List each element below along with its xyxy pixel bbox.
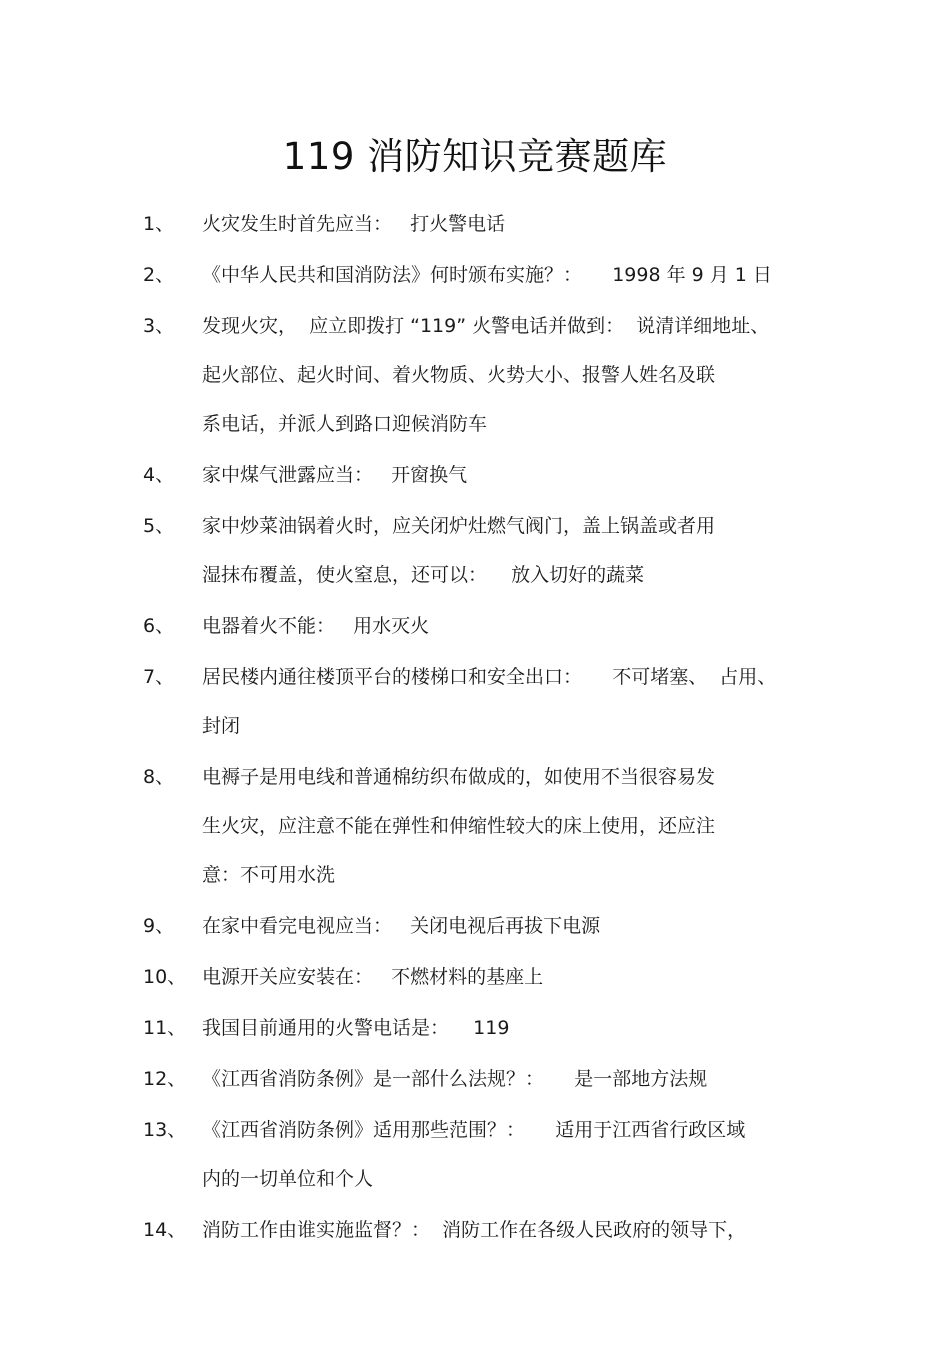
question-text-line: 湿抹布覆盖，使火窒息，还可以： 放入切好的蔬菜 <box>202 564 645 586</box>
question-number: 13、 <box>143 1119 187 1141</box>
question-text-line: 生火灾，应注意不能在弹性和伸缩性较大的床上使用，还应注 <box>202 815 716 837</box>
question-text-line: 《江西省消防条例》适用那些范围？： 适用于江西省行政区域 <box>202 1119 746 1141</box>
question-text-line: 家中煤气泄露应当： 开窗换气 <box>202 464 468 486</box>
question-text <box>202 251 822 300</box>
question-text-line: 内的一切单位和个人 <box>202 1168 374 1190</box>
question-item <box>0 1206 950 1255</box>
question-number: 2、 <box>143 264 175 286</box>
question-text-line: 系电话，并派人到路口迎候消防车 <box>202 413 488 435</box>
question-text-line: 《江西省消防条例》是一部什么法规？： 是一部地方法规 <box>202 1068 708 1090</box>
question-item <box>0 200 950 249</box>
question-text-line: 起火部位、起火时间、着火物质、火势大小、报警人姓名及联 <box>202 364 716 386</box>
question-number: 12、 <box>143 1068 187 1090</box>
question-number: 1、 <box>143 213 175 235</box>
question-number: 6、 <box>143 615 175 637</box>
question-text-line: 居民楼内通往楼顶平台的楼梯口和安全出口： 不可堵塞、 占用、 <box>202 666 777 688</box>
question-text <box>202 1106 822 1204</box>
question-item <box>0 1106 950 1204</box>
question-text-line: 消防工作由谁实施监督？： 消防工作在各级人民政府的领导下， <box>202 1219 747 1241</box>
question-text <box>202 902 822 951</box>
question-text <box>202 602 822 651</box>
question-item <box>0 1004 950 1053</box>
question-text <box>202 1055 822 1104</box>
question-text <box>202 753 822 900</box>
question-number: 7、 <box>143 666 175 688</box>
question-item <box>0 902 950 951</box>
question-item <box>0 451 950 500</box>
question-text-line: 在家中看完电视应当： 关闭电视后再拔下电源 <box>202 915 601 937</box>
question-text-line: 《中华人民共和国消防法》何时颁布实施？： 1998 年 9 月 1 日 <box>202 264 772 286</box>
question-number: 8、 <box>143 766 175 788</box>
question-text <box>202 653 822 751</box>
question-number: 10、 <box>143 966 187 988</box>
question-item <box>0 302 950 449</box>
question-number: 14、 <box>143 1219 187 1241</box>
question-text-line: 电源开关应安装在： 不燃材料的基座上 <box>202 966 544 988</box>
question-item <box>0 602 950 651</box>
question-number: 3、 <box>143 315 175 337</box>
question-item <box>0 653 950 751</box>
question-text-line: 火灾发生时首先应当： 打火警电话 <box>202 213 506 235</box>
question-item <box>0 753 950 900</box>
question-number: 9、 <box>143 915 175 937</box>
question-text <box>202 953 822 1002</box>
question-text-line: 我国目前通用的火警电话是： 119 <box>202 1017 510 1039</box>
question-text-line: 发现火灾， 应立即拨打 “119” 火警电话并做到： 说清详细地址、 <box>202 315 770 337</box>
question-text <box>202 302 822 449</box>
question-item <box>0 251 950 300</box>
question-item <box>0 1055 950 1104</box>
question-number: 4、 <box>143 464 175 486</box>
question-text-line: 意：不可用水洗 <box>202 864 336 886</box>
question-list <box>0 200 950 1257</box>
page-title: 119 消防知识竞赛题库 <box>282 135 668 178</box>
question-number: 5、 <box>143 515 175 537</box>
question-text-line: 电器着火不能： 用水灭火 <box>202 615 430 637</box>
question-number: 11、 <box>143 1017 187 1039</box>
question-text-line: 家中炒菜油锅着火时，应关闭炉灶燃气阀门，盖上锅盖或者用 <box>202 515 716 537</box>
question-text <box>202 451 822 500</box>
question-item <box>0 953 950 1002</box>
question-text <box>202 200 822 249</box>
question-text-line: 封闭 <box>202 715 241 737</box>
question-text <box>202 1206 822 1255</box>
question-text <box>202 1004 822 1053</box>
question-text-line: 电褥子是用电线和普通棉纺织布做成的，如使用不当很容易发 <box>202 766 716 788</box>
question-item <box>0 502 950 600</box>
question-text <box>202 502 822 600</box>
